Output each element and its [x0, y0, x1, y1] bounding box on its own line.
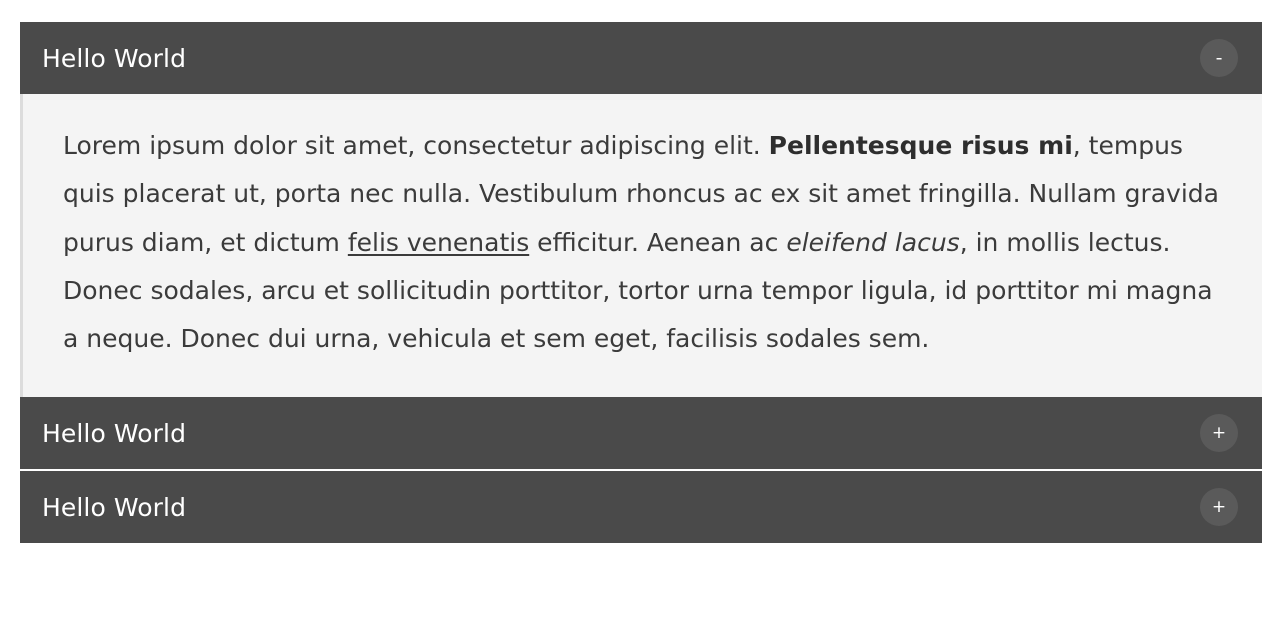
accordion-panel-2 — [20, 397, 1262, 469]
accordion-panel-3 — [20, 471, 1262, 543]
accordion-body-1 — [20, 94, 1262, 397]
accordion-title-2: Hello World — [42, 418, 187, 448]
accordion-body-text-1: Lorem ipsum dolor sit amet, consectetur adipiscing elit. Pellentesque risus mi, tempus quis placerat ut, porta nec nulla. Vestibulum rhoncus ac ex sit amet fringilla. Nullam gravida purus diam, et dictum felis venenatis efficitur. Aenean ac eleifend lacus, in mollis lectus. Donec sodales, arcu et sollicitudin porttitor, tortor urna tempor ligula, id porttitor mi magna a neque. Donec dui urna, vehicula et sem eget, facilisis sodales sem. — [63, 131, 1219, 353]
accordion-title-1: Hello World — [42, 43, 187, 73]
accordion-header-2[interactable] — [20, 397, 1262, 469]
accordion-panel-1 — [20, 22, 1262, 397]
accordion-title-3: Hello World — [42, 492, 187, 522]
accordion — [20, 22, 1262, 543]
accordion-header-3[interactable] — [20, 471, 1262, 543]
accordion-header-1[interactable] — [20, 22, 1262, 94]
plus-icon[interactable]: + — [1200, 414, 1238, 452]
plus-icon[interactable]: + — [1200, 488, 1238, 526]
minus-icon[interactable]: - — [1200, 39, 1238, 77]
